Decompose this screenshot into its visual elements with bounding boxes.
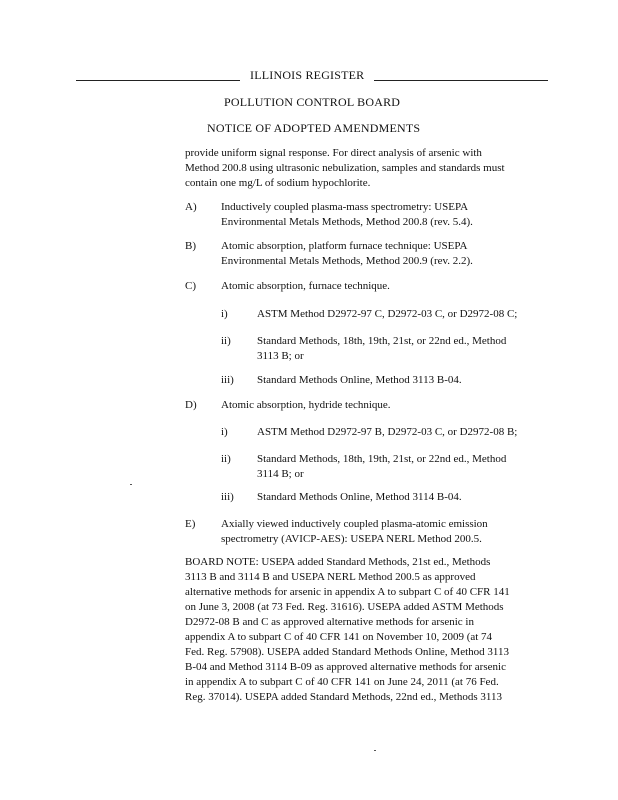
item-c-text: Atomic absorption, furnace technique. [221,280,390,292]
item-b-text [221,239,473,269]
intro-line: provide uniform signal response. For direct analysis of arsenic with [185,147,482,159]
item-e-label: E) [185,518,196,530]
item-e-text [221,517,488,547]
board-note-line: in appendix A to subpart C of 40 CFR 141 on June 24, 2011 (at 76 Fed. [185,676,499,688]
item-d-text: Atomic absorption, hydride technique. [221,399,391,411]
item-e-line: spectrometry (AVICP-AES): USEPA NERL Method 200.5. [221,533,482,545]
header-rule-right [374,80,548,81]
item-d-label: D) [185,399,197,411]
item-c-ii-line: 3113 B; or [257,350,304,362]
board-note-line: Fed. Reg. 57908). USEPA added Standard Methods Online, Method 3113 [185,646,509,658]
board-note-line: Reg. 37014). USEPA added Standard Methods, 22nd ed., Methods 3113 [185,691,502,703]
item-c-i-text: ASTM Method D2972-97 C, D2972-03 C, or D2972-08 C; [257,308,518,320]
item-d-ii-line: Standard Methods, 18th, 19th, 21st, or 22nd ed., Method [257,453,507,465]
board-note-line: BOARD NOTE: USEPA added Standard Methods, 21st ed., Methods [185,556,491,568]
item-c-iii-text: Standard Methods Online, Method 3113 B-04. [257,374,462,386]
intro-paragraph [185,146,505,191]
board-note-line: on June 3, 2008 (at 73 Fed. Reg. 31616). USEPA added ASTM Methods [185,601,504,613]
header-rule-left [76,80,240,81]
item-b-line: Environmental Metals Methods, Method 200.9 (rev. 2.2). [221,255,473,267]
board-note-line: 3113 B and 3114 B and USEPA NERL Method 200.5 as approved [185,571,476,583]
item-d-ii-label: ii) [221,453,231,465]
board-note [185,555,510,705]
item-d-i-label: i) [221,426,228,438]
item-a-text [221,200,473,230]
item-c-i-label: i) [221,308,228,320]
item-a-label: A) [185,201,197,213]
notice-title: NOTICE OF ADOPTED AMENDMENTS [207,121,421,135]
board-note-line: D2972-08 B and C as approved alternative methods for arsenic in [185,616,474,628]
intro-line: Method 200.8 using ultrasonic nebulization, samples and standards must [185,162,505,174]
item-e-line: Axially viewed inductively coupled plasma-atomic emission [221,518,488,530]
item-c-ii-label: ii) [221,335,231,347]
item-c-ii-line: Standard Methods, 18th, 19th, 21st, or 22nd ed., Method [257,335,507,347]
scan-speck [374,750,376,751]
item-d-iii-label: iii) [221,491,234,503]
item-b-label: B) [185,240,196,252]
item-d-ii-line: 3114 B; or [257,468,304,480]
item-d-i-text: ASTM Method D2972-97 B, D2972-03 C, or D2972-08 B; [257,426,518,438]
board-title: POLLUTION CONTROL BOARD [224,95,401,109]
board-note-line: alternative methods for arsenic in appendix A to subpart C of 40 CFR 141 [185,586,510,598]
board-note-line: B-04 and Method 3114 B-09 as approved alternative methods for arsenic [185,661,506,673]
item-a-line: Environmental Metals Methods, Method 200.8 (rev. 5.4). [221,216,473,228]
register-title: ILLINOIS REGISTER [250,68,365,82]
item-c-ii-text [257,334,506,364]
item-a-line: Inductively coupled plasma-mass spectrometry: USEPA [221,201,469,213]
item-c-label: C) [185,280,196,292]
scan-speck [130,484,132,485]
item-d-iii-text: Standard Methods Online, Method 3114 B-04. [257,491,462,503]
item-d-ii-text [257,452,506,482]
board-note-line: appendix A to subpart C of 40 CFR 141 on November 10, 2009 (at 74 [185,631,493,643]
intro-line: contain one mg/L of sodium hypochlorite. [185,177,371,189]
item-b-line: Atomic absorption, platform furnace technique: USEPA [221,240,468,252]
item-c-iii-label: iii) [221,374,234,386]
